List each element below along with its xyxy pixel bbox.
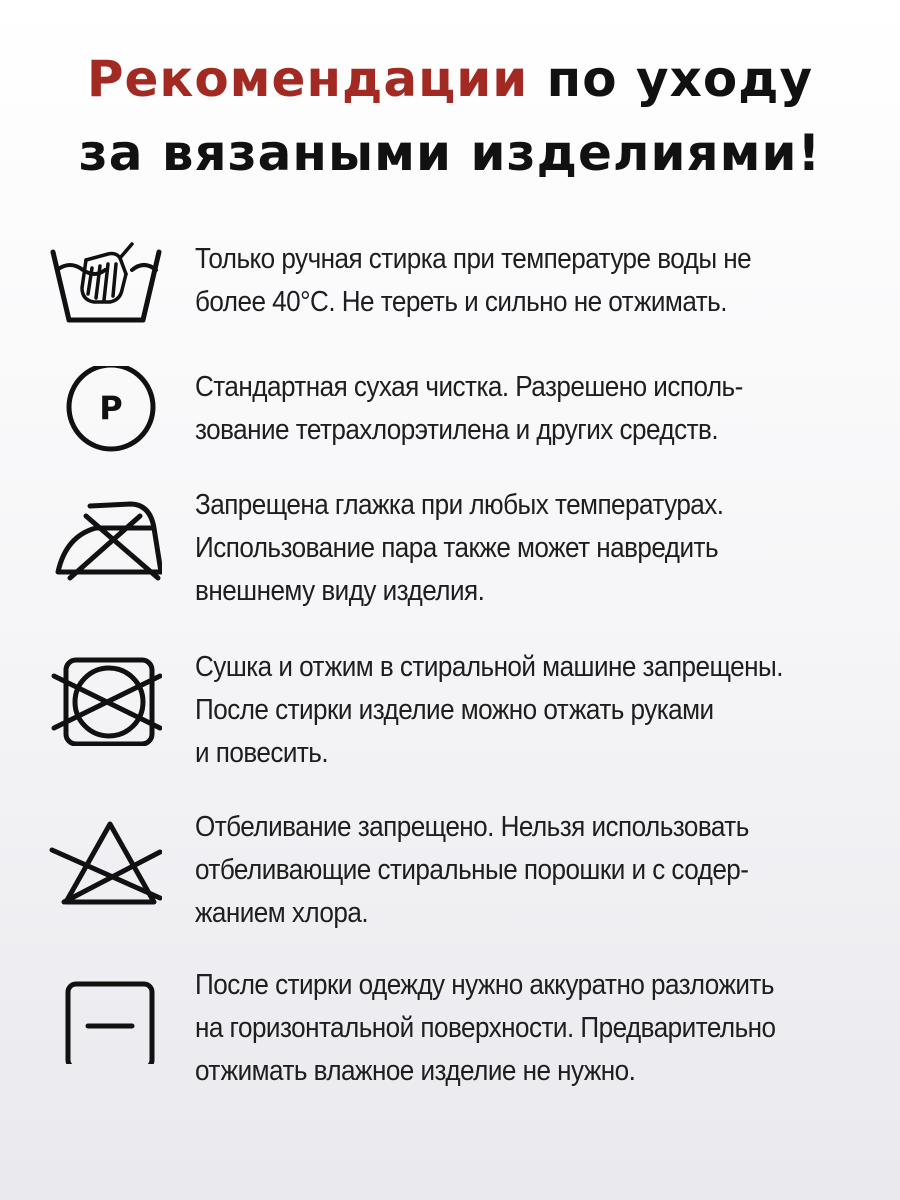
dry-clean-p-icon bbox=[48, 366, 162, 466]
text-line: Использование пара также может навредить bbox=[195, 532, 718, 564]
text-line: После стирки изделие можно отжать руками bbox=[195, 694, 714, 726]
text-line: Стандартная сухая чистка. Разрешено исполь- bbox=[195, 371, 743, 403]
title-accent: Рекомендации bbox=[86, 50, 529, 108]
title-line-2: за вязаными изделиями! bbox=[78, 124, 822, 182]
text-line: внешнему виду изделия. bbox=[195, 575, 485, 607]
text-line: Только ручная стирка при температуре воды не bbox=[195, 243, 752, 275]
text-line: жанием хлора. bbox=[195, 897, 369, 929]
care-item-do-not-tumble-dry bbox=[0, 646, 900, 786]
care-item-do-not-iron bbox=[0, 484, 900, 624]
title-line-1-rest: по уходу bbox=[528, 50, 814, 108]
do-not-bleach-icon bbox=[48, 806, 162, 906]
care-item-hand-wash bbox=[0, 238, 900, 378]
text-line: на горизонтальной поверхности. Предварительно bbox=[195, 1012, 776, 1044]
text-line: После стирки одежду нужно аккуратно разложить bbox=[195, 969, 774, 1001]
care-text-dry-clean bbox=[195, 366, 816, 452]
title-line-1 bbox=[0, 42, 900, 116]
text-line: и повесить. bbox=[195, 737, 329, 769]
text-line: Сушка и отжим в стиральной машине запрещены. bbox=[195, 651, 783, 683]
hand-wash-icon bbox=[48, 238, 162, 338]
care-item-do-not-bleach bbox=[0, 806, 900, 946]
text-line: зование тетрахлорэтилена и других средств. bbox=[195, 414, 719, 446]
care-text-do-not-tumble-dry bbox=[195, 646, 816, 775]
care-text-dry-flat bbox=[195, 964, 816, 1093]
do-not-tumble-dry-icon bbox=[48, 646, 162, 746]
text-line: Отбеливание запрещено. Нельзя использовать bbox=[195, 811, 749, 843]
page-title bbox=[0, 42, 900, 190]
dry-flat-icon bbox=[48, 964, 162, 1064]
text-line: более 40°С. Не тереть и сильно не отжимать. bbox=[195, 286, 727, 318]
text-line: отбеливающие стиральные порошки и с содер- bbox=[195, 854, 749, 886]
dry-clean-letter: P bbox=[99, 389, 123, 427]
care-text-do-not-bleach bbox=[195, 806, 816, 935]
do-not-iron-icon bbox=[48, 484, 162, 584]
text-line: Запрещена глажка при любых температурах. bbox=[195, 489, 724, 521]
care-item-dry-flat bbox=[0, 964, 900, 1104]
care-text-hand-wash bbox=[195, 238, 816, 324]
care-text-do-not-iron bbox=[195, 484, 816, 613]
text-line: отжимать влажное изделие не нужно. bbox=[195, 1055, 636, 1087]
